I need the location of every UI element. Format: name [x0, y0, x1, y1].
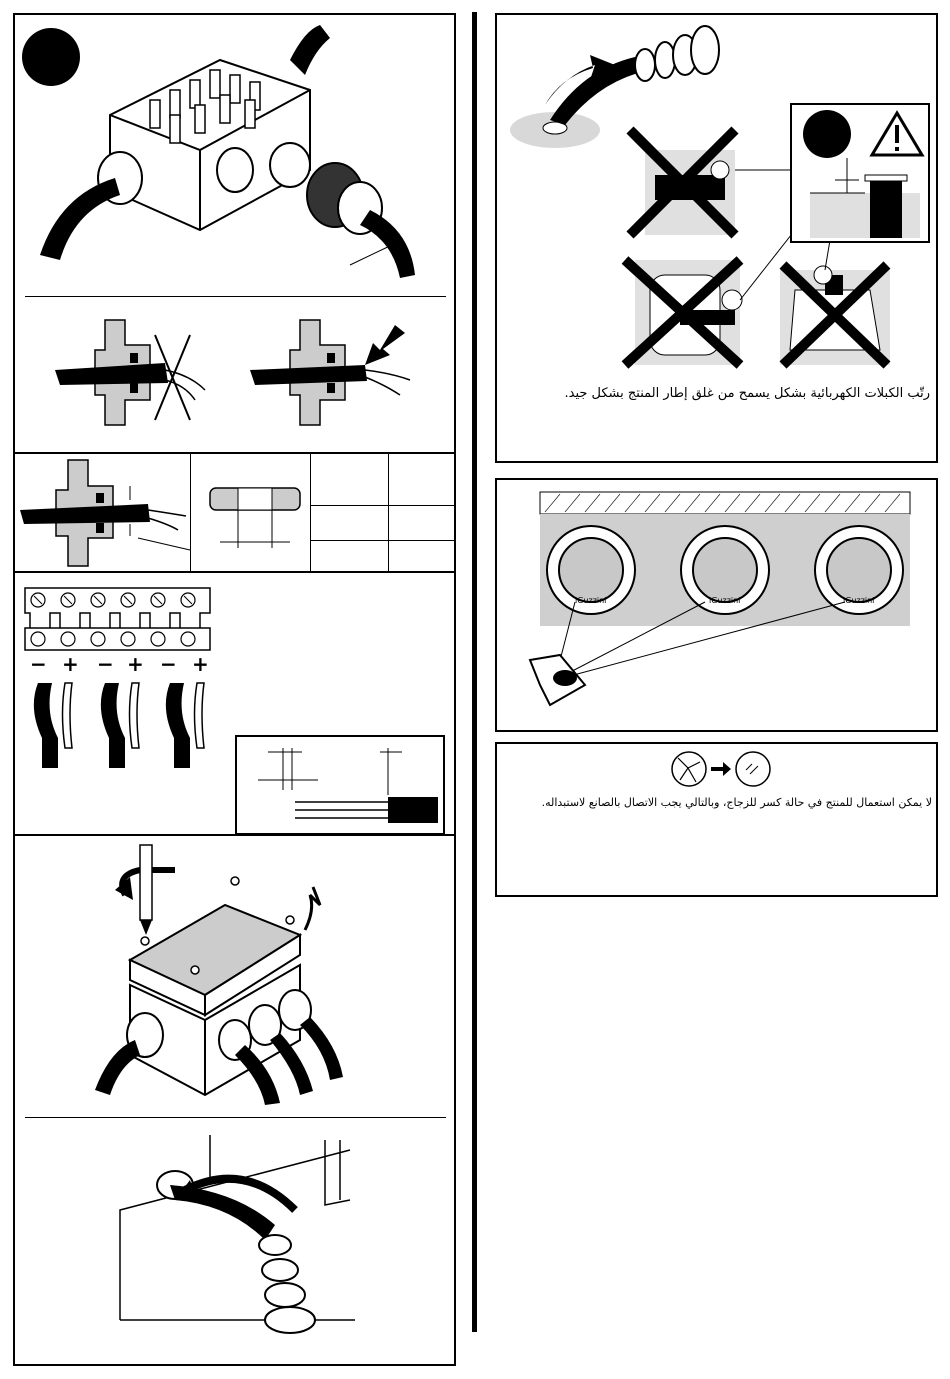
terminal-sign-5: −: [160, 652, 177, 676]
terminal-sign-4: +: [127, 652, 144, 676]
terminal-sign-1: −: [30, 652, 47, 676]
warning-triangle-icon: [870, 110, 925, 158]
table-divider: [190, 453, 191, 571]
brand-label-2: iGuzzini: [709, 596, 741, 605]
panel-separator: [13, 571, 456, 573]
gasket-section-illustration: [200, 478, 310, 553]
new-glass-icon: [732, 750, 774, 788]
recessed-luminaires-illustration: [515, 490, 915, 720]
gland-section-correct: [245, 315, 420, 430]
panel-separator: [13, 834, 456, 836]
terminal-block-illustration: [20, 578, 220, 793]
box-closing-illustration: [85, 845, 435, 1110]
cable-wall-entry-illustration: [115, 1130, 360, 1345]
step-marker-black-circle: [803, 110, 851, 158]
table-grid: [310, 540, 455, 541]
column-divider: [472, 12, 477, 1332]
broken-glass-icon: [668, 750, 710, 788]
cable-routing-instruction: رتّب الكبلات الكهربائية بشكل يسمح من غلق إطار المنتج بشكل جيد.: [564, 386, 930, 401]
table-grid: [310, 453, 311, 571]
wire-strip-detail: [240, 740, 445, 832]
panel-separator: [13, 452, 456, 454]
brand-label-1: iGuzzini: [575, 596, 607, 605]
table-grid: [310, 505, 455, 506]
panel-separator: [25, 1117, 446, 1118]
terminal-sign-2: +: [62, 652, 79, 676]
gland-section-wrong: [50, 315, 210, 430]
terminal-sign-3: −: [97, 652, 114, 676]
table-grid: [388, 453, 389, 571]
gland-dimension-illustration: [18, 458, 193, 570]
arrow-right-icon: [711, 762, 731, 776]
brand-label-3: iGuzzini: [843, 596, 875, 605]
broken-glass-instruction: لا يمكن استعمال للمنتج في حالة كسر للزجاج، وبالتالي يجب الاتصال بالصانع لاستبداله.: [541, 796, 932, 809]
warning-detail-illustration: [795, 158, 927, 240]
terminal-sign-6: +: [192, 652, 209, 676]
panel-separator: [25, 296, 446, 297]
junction-box-illustration: [20, 20, 450, 295]
